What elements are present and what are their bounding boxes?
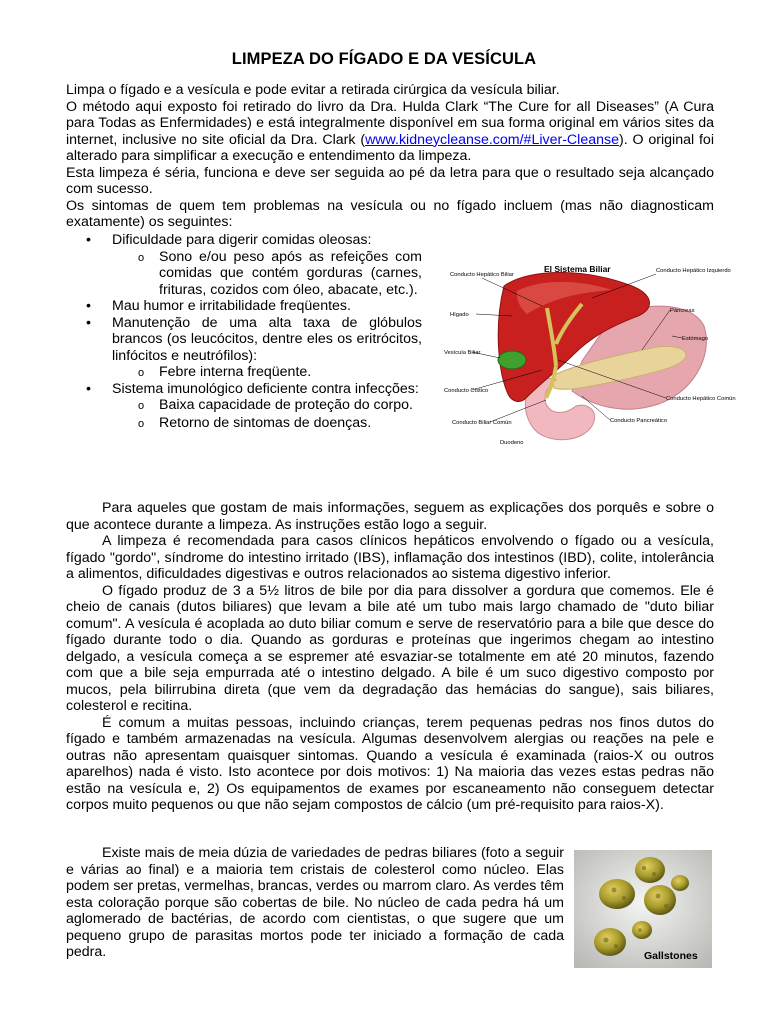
label-higado: Hígado (450, 312, 469, 318)
intro-section (66, 82, 714, 231)
list-item: • Dificuldade para digerir comidas oleosas: (66, 232, 422, 249)
list-subitem: o Sono e/ou peso após as refeições com comidas que contém gorduras (carnes, frituras, cozidos com óleo, abacate, etc.). (66, 249, 422, 299)
body-paragraph: Para aqueles que gostam de mais informações, seguem as explicações dos porquês e sobre o que acontece durante a limpeza. As instruções estão logo a seguir. (66, 500, 714, 533)
body-section (66, 500, 714, 814)
label-conducto-hepatico-comun: Conducto Hepático Común (666, 396, 736, 402)
intro-paragraph: Limpa o fígado e a vesícula e pode evitar a retirada cirúrgica da vesícula biliar. (66, 82, 560, 98)
intro-paragraph: Esta limpeza é séria, funciona e deve ser seguida ao pé da letra para que o resultado seja alcançado com sucesso. (66, 164, 714, 197)
label-duodeno: Duodeno (500, 440, 524, 446)
gallstones-photo (574, 850, 712, 968)
label-conducto-hepatico-biliar: Conducto Hepático Biliar (450, 272, 514, 278)
biliary-system-figure (442, 256, 736, 452)
intro-text: O método aqui exposto foi retirado do livro da Dra. Hulda Clark “The Cure for all Diseases” (A Cura para Todas as Enfermidades) e está integralmente disponível em sua forma original em vários sites da internet, inclusive no site oficial da Dra. Clark ( (66, 98, 714, 148)
intro-paragraph (66, 99, 714, 165)
list-subitem: o Retorno de sintomas de doenças. (66, 415, 422, 432)
label-conducto-biliar-comun: Conducto Biliar Común (452, 420, 512, 426)
list-subitem: o Baixa capacidade de proteção do corpo. (66, 397, 422, 414)
kidneycleanse-link[interactable]: www.kidneycleanse.com/#Liver-Cleanse (365, 131, 619, 148)
body-paragraph: Existe mais de meia dúzia de variedades de pedras biliares (foto a seguir e várias ao final) e a maioria tem cristais de colesterol como núcleo. Elas podem ser pretas, vermelhas, brancas, verdes ou marrom claro. As verdes têm esta coloração porque são cobertas de bile. No núcleo de cada pedra há um aglomerado de bactérias, de acordo com cientistas, o que sugere que um pequeno grupo de parasitas mortos pode ter iniciado a formação de cada pedra. (66, 845, 564, 960)
list-item: • Manutenção de uma alta taxa de glóbulos brancos (os leucócitos, dentre eles os eritrócitos, linfócitos e neutrófilos): (66, 315, 422, 365)
list-subitem: o Febre interna freqüente. (66, 364, 422, 381)
list-item: • Sistema imunológico deficiente contra infecções: (66, 381, 422, 398)
figure-title: El Sistema Biliar (544, 264, 611, 274)
page-title: LIMPEZA DO FÍGADO E DA VESÍCULA (231, 50, 537, 68)
photo-caption: Gallstones (644, 950, 698, 962)
gallstone-paragraph-block (66, 845, 564, 961)
intro-text: ). O original foi alterado para simplificar a execução e entendimento da limpeza. (66, 131, 714, 164)
list-item: • Mau humor e irritabilidade freqüentes. (66, 298, 422, 315)
gallbladder-shape (498, 351, 526, 369)
label-conducto-pancreatico: Conducto Pancreático (610, 418, 668, 424)
label-vesicula: Vesícula Biliar (444, 350, 481, 356)
body-paragraph: A limpeza é recomendada para casos clínicos hepáticos envolvendo o fígado ou a vesícula, fígado "gordo", síndrome do intestino irritado (IBS), inflamação dos intestinos (IBD), colite, intolerância a alimentos, dificuldades digestivas e outros relacionados ao sistema digestivo inferior. (66, 533, 714, 582)
label-conducto-hepatico-izquierdo: Conducto Hepático Izquierdo (656, 268, 731, 274)
body-paragraph: É comum a muitas pessoas, incluindo crianças, terem pequenas pedras nos finos dutos do fígado e também armazenadas na vesícula. Algumas desenvolvem alergias ou reações na pele e outras não apresentam quaisquer sintomas. Quando a vesícula é examinada (raios-X ou outros aparelhos) nada é visto. Isto acontece por dois motivos: 1) Na maioria das vezes estas pedras não estão na vesícula e, 2) Os equipamentos de exames por escaneamento não conseguem detectar corpos muito pequenos ou que não sejam compostos de cálcio (um pré-requisito para raios-X). (66, 714, 714, 813)
label-conducto-cistico: Conducto Cístico (444, 388, 489, 394)
label-pancreas: Páncreas (670, 308, 695, 314)
label-estomago: Estómago (682, 336, 709, 342)
symptom-list (66, 232, 422, 431)
body-paragraph: O fígado produz de 3 a 5½ litros de bile por dia para dissolver a gordura que comemos. Ele é cheio de canais (dutos biliares) que levam a bile até um tubo mais largo chamado de "duto biliar comum". A vesícula é acoplada ao duto biliar comum e serve de reservatório para a bile que desce do fígado durante todo o dia. Quando as gorduras e proteínas que ingerimos chegam ao intestino delgado, a vesícula começa a se espremer até esvaziar-se totalmente em até 20 minutos, fazendo com que a bile seja empurrada até o intestino delgado. A bile é um suco digestivo composto por mucos, pela bilirrubina direta (que vem da degradação das hemácias do sangue), sais biliares, colesterol e recitina. (66, 582, 714, 714)
intro-paragraph: Os sintomas de quem tem problemas na vesícula ou no fígado incluem (mas não diagnosticam exatamente) os seguintes: (66, 197, 714, 230)
